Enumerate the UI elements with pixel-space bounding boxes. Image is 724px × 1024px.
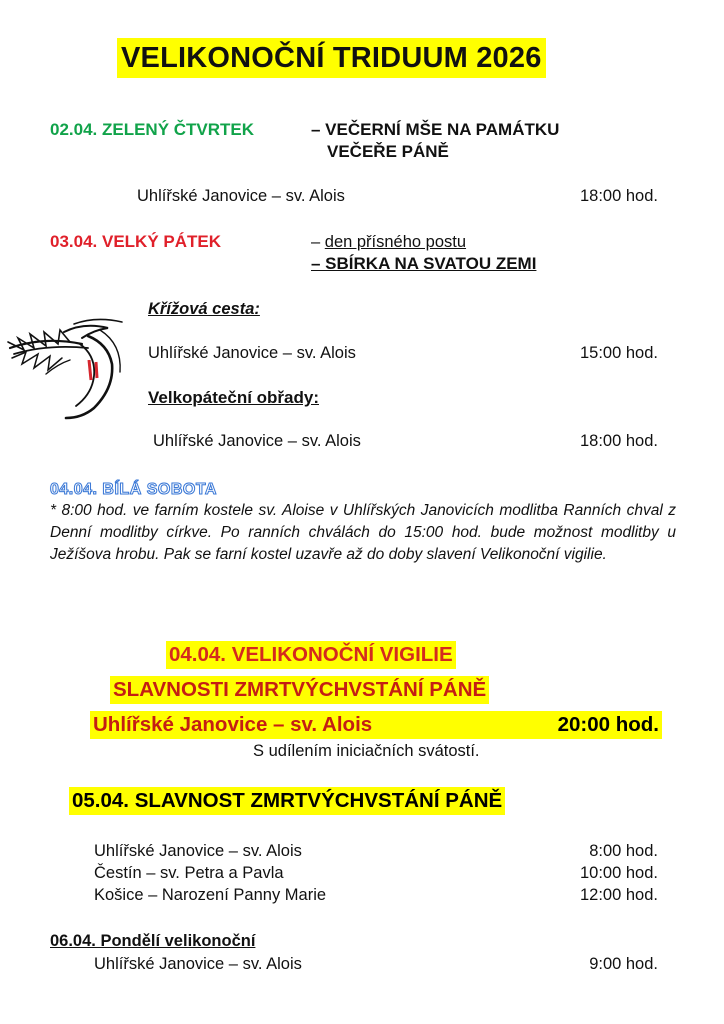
thursday-desc-line2: VEČEŘE PÁNĚ — [327, 142, 449, 161]
easter-sunday-heading: 05.04. SLAVNOST ZMRTVÝCHVSTÁNÍ PÁNĚ — [69, 787, 505, 815]
easter-monday-heading: 06.04. Pondělí velikonoční — [50, 932, 256, 950]
mass-place-2: Čestín – sv. Petra a Pavla — [94, 864, 284, 882]
mass-time-3: 12:00 hod. — [580, 886, 658, 904]
vigil-time: 20:00 hod. — [557, 713, 659, 736]
friday-date-label: 03.04. VELKÝ PÁTEK — [50, 232, 222, 251]
vigil-line2: SLAVNOSTI ZMRTVÝCHVSTÁNÍ PÁNĚ — [110, 676, 489, 704]
mass-time-2: 10:00 hod. — [580, 864, 658, 882]
vigil-place: Uhlířské Janovice – sv. Alois — [93, 713, 373, 736]
friday-note1: den přísného postu — [324, 233, 467, 251]
friday-note1-row — [311, 233, 466, 252]
friday-note2: – SBÍRKA NA SVATOU ZEMI — [311, 254, 537, 273]
good-friday-rites-heading: Velkopáteční obřady: — [148, 388, 319, 407]
way-of-cross-place: Uhlířské Janovice – sv. Alois — [148, 344, 356, 362]
saturday-text: * 8:00 hod. ve farním kostele sv. Aloise v Uhlířských Janovicích modlitba Ranních chval z Denní modlitby církve. Po ranních chválách do 15:00 hod. bude možnost modlitby u Ježíšova hrobu. Pak se farní kostel uzavře až do doby slavení Velikonoční vigilie. — [50, 502, 676, 563]
easter-monday-place: Uhlířské Janovice – sv. Alois — [94, 955, 302, 973]
crown-of-thorns-icon — [4, 314, 132, 424]
good-friday-rites-place: Uhlířské Janovice – sv. Alois — [153, 432, 361, 450]
vigil-note: S udílením iniciačních svátostí. — [253, 742, 480, 760]
mass-place-3: Košice – Narození Panny Marie — [94, 886, 327, 904]
way-of-cross-time: 15:00 hod. — [580, 344, 658, 362]
mass-time-1: 8:00 hod. — [589, 842, 658, 860]
good-friday-rites-time: 18:00 hod. — [580, 432, 658, 450]
thursday-place: Uhlířské Janovice – sv. Alois — [137, 187, 345, 205]
way-of-cross-heading: Křížová cesta: — [148, 300, 260, 318]
mass-place-1: Uhlířské Janovice – sv. Alois — [94, 842, 302, 860]
vigil-place-row — [90, 711, 662, 739]
thursday-date-label: 02.04. ZELENÝ ČTVRTEK — [50, 120, 255, 139]
friday-dash: – — [311, 233, 325, 251]
page-title: VELIKONOČNÍ TRIDUUM 2026 — [117, 38, 546, 78]
saturday-date-label: 04.04. BÍLÁ SOBOTA — [50, 481, 217, 498]
vigil-line1: 04.04. VELIKONOČNÍ VIGILIE — [166, 641, 456, 669]
easter-monday-time: 9:00 hod. — [589, 955, 658, 973]
thursday-time: 18:00 hod. — [580, 187, 658, 205]
thursday-desc-line1: – VEČERNÍ MŠE NA PAMÁTKU — [311, 120, 560, 139]
